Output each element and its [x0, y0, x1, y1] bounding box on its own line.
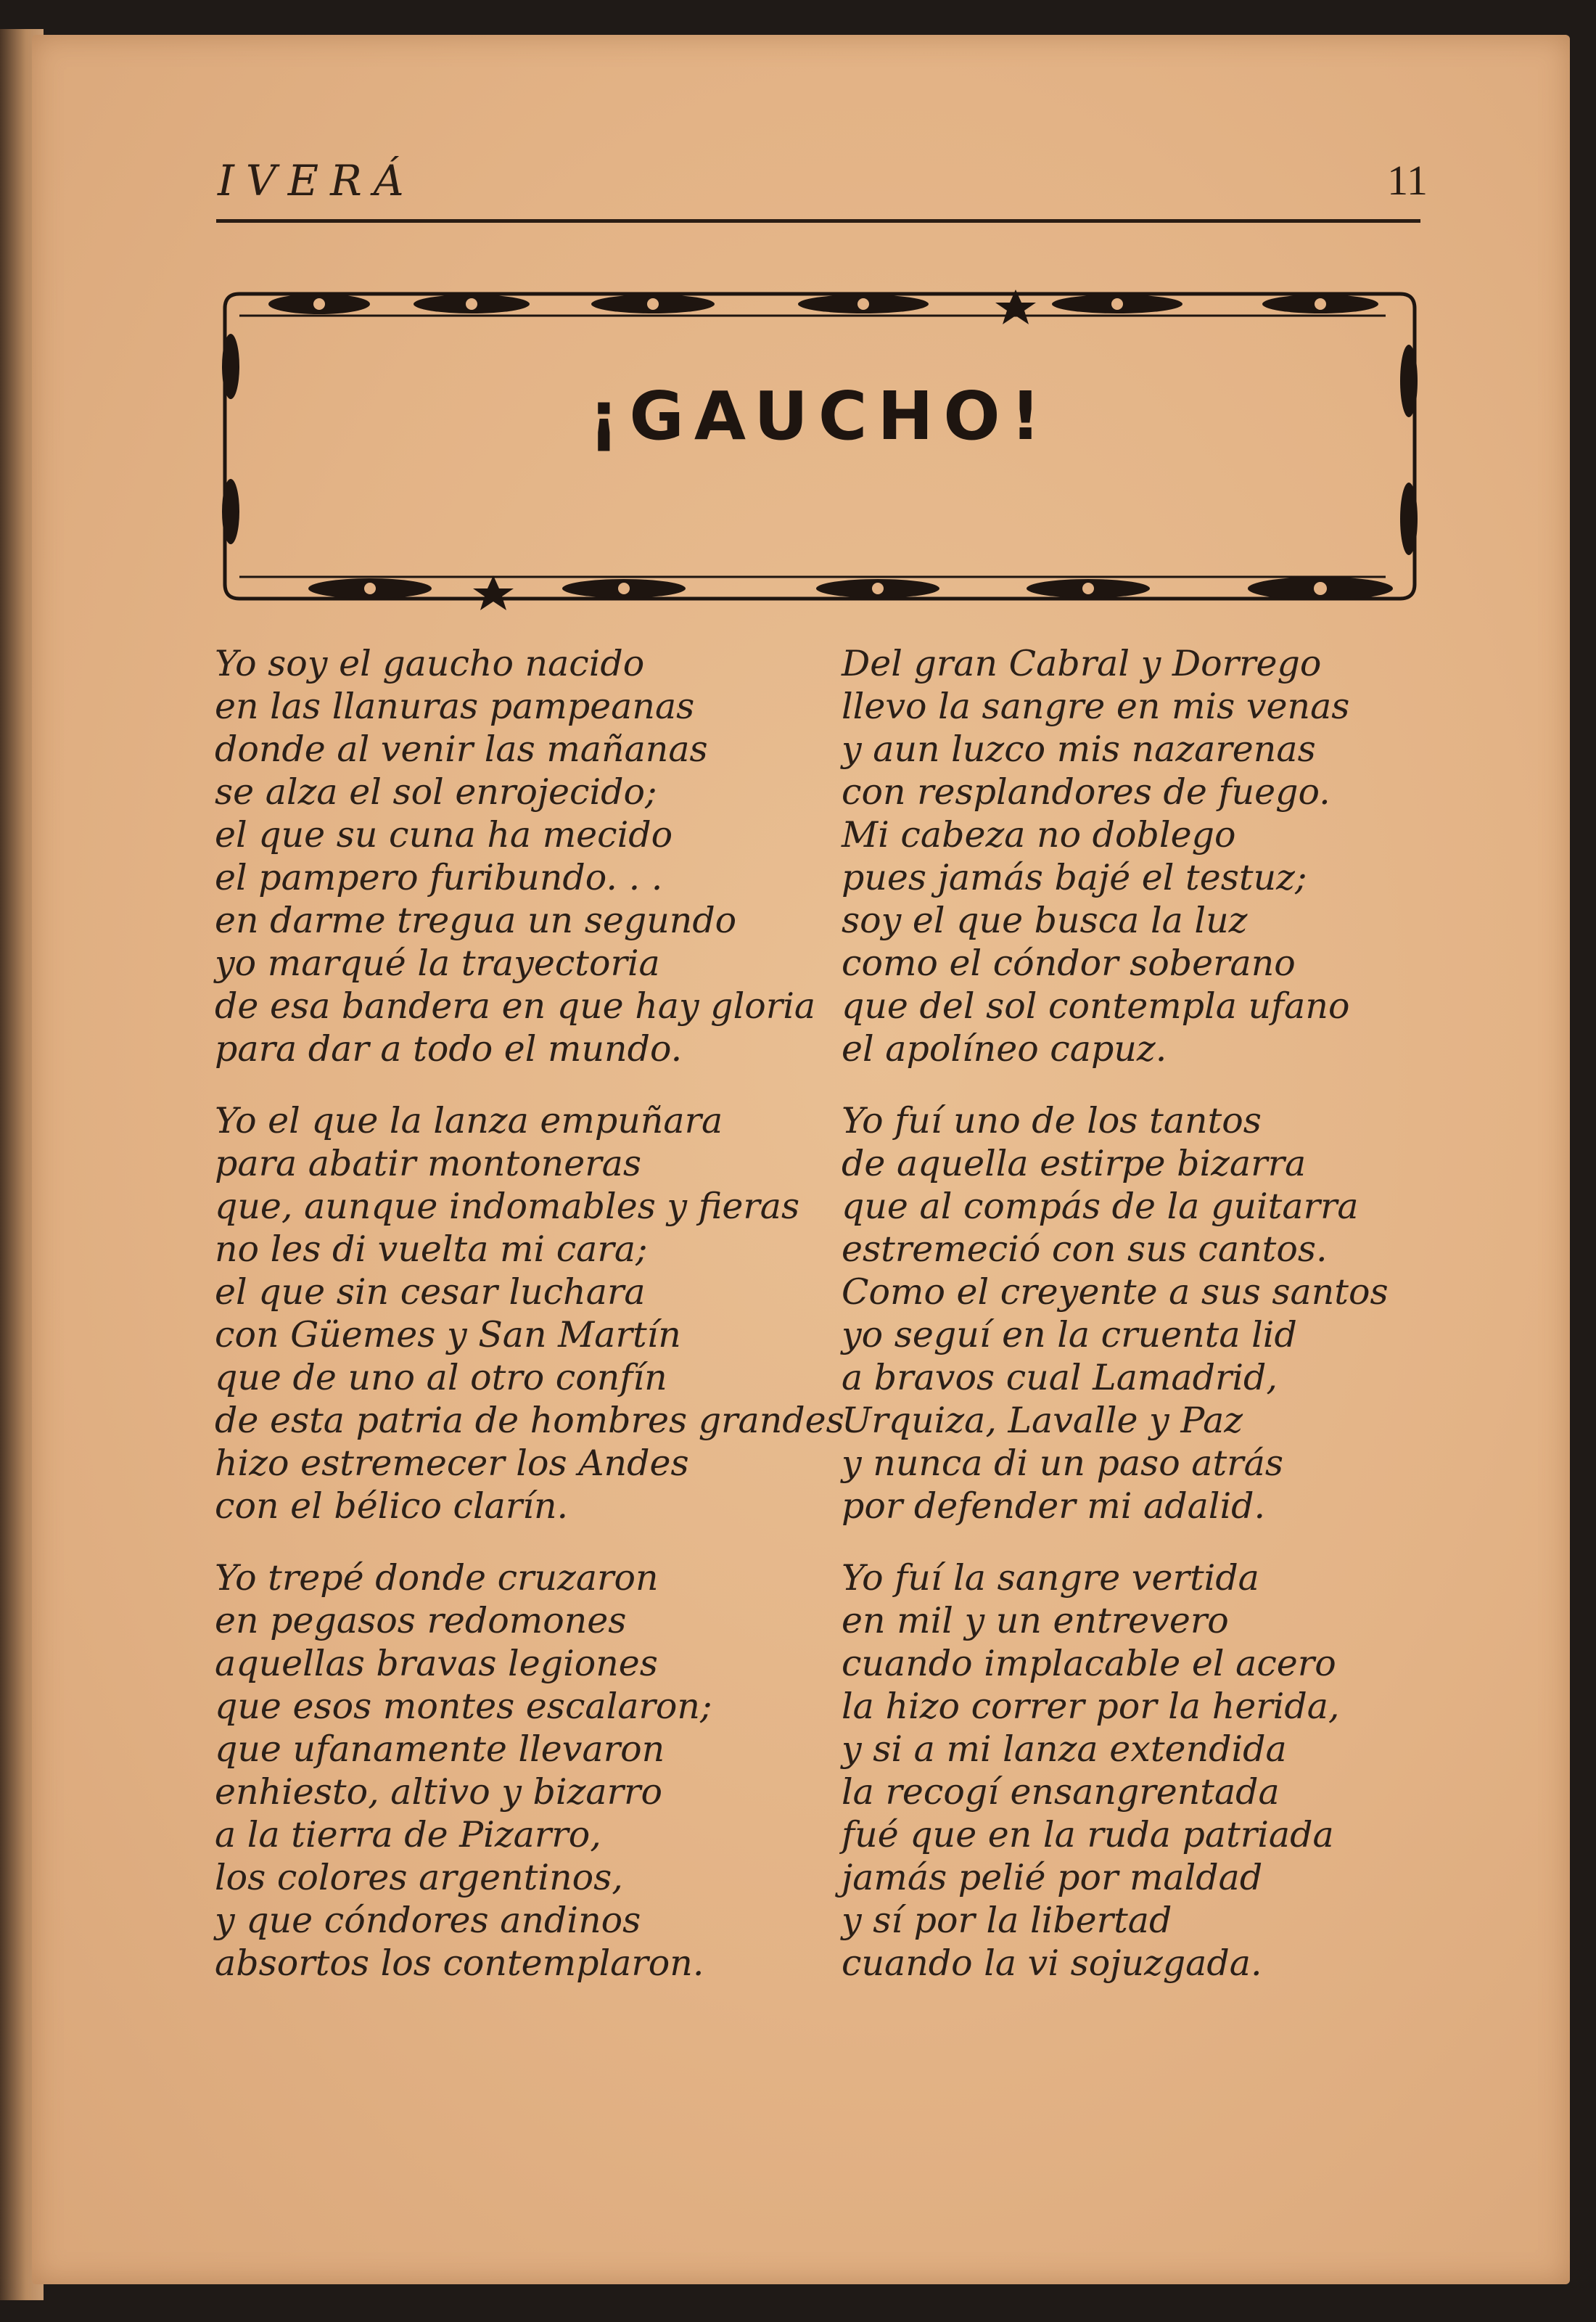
poem-title: ¡GAUCHO! [588, 377, 1051, 455]
verse-line: el apolíneo capuz. [842, 1028, 1167, 1070]
verse-line: con el bélico clarín. [215, 1485, 569, 1527]
verse-line: y aun luzco mis nazarenas [842, 729, 1316, 770]
verse-line: cuando la vi sojuzgada. [842, 1942, 1262, 1984]
verse-line: y sí por la libertad [842, 1900, 1172, 1941]
verse-line: en darme tregua un segundo [215, 900, 737, 941]
verse-line: Yo fuí uno de los tantos [842, 1100, 1262, 1141]
verse-line: de aquella estirpe bizarra [842, 1143, 1307, 1184]
header-rule [216, 219, 1420, 223]
verse-line: pues jamás bajé el testuz; [842, 857, 1307, 898]
verse-line: a bravos cual Lamadrid, [842, 1357, 1278, 1398]
verse-line: soy el que busca la luz [842, 900, 1248, 941]
verse-line: fué que en la ruda patriada [842, 1814, 1334, 1855]
verse-line: que del sol contempla ufano [842, 985, 1350, 1027]
stanza [215, 642, 839, 1070]
verse-line: Del gran Cabral y Dorrego [842, 643, 1322, 684]
verse-line: que esos montes escalaron; [215, 1686, 712, 1727]
verse-line: el que su cuna ha mecido [215, 814, 673, 856]
poem-column-right [842, 642, 1407, 2014]
verse-line: yo seguí en la cruenta lid [842, 1314, 1297, 1355]
verse-line: a la tierra de Pizarro, [215, 1814, 601, 1855]
verse-line: el pampero furibundo. . . [215, 857, 663, 898]
verse-line: el que sin cesar luchara [215, 1271, 646, 1313]
page-number: 11 [1387, 157, 1428, 204]
verse-line: en mil y un entrevero [842, 1600, 1229, 1641]
verse-line: donde al venir las mañanas [215, 729, 708, 770]
verse-line: estremeció con sus cantos. [842, 1228, 1328, 1270]
verse-line: enhiesto, altivo y bizarro [215, 1771, 662, 1813]
verse-line: yo marqué la trayectoria [215, 943, 660, 984]
verse-line: hizo estremecer los Andes [215, 1443, 689, 1484]
verse-line: para abatir montoneras [215, 1143, 641, 1184]
poem-column-left [215, 642, 844, 2014]
verse-line: en las llanuras pampeanas [215, 686, 695, 727]
verse-line: de esa bandera en que hay gloria [215, 985, 816, 1027]
verse-line: no les di vuelta mi cara; [215, 1228, 648, 1270]
stanza [842, 1556, 1407, 1985]
verse-line: jamás pelié por maldad [842, 1857, 1263, 1898]
verse-line: y si a mi lanza extendida [842, 1728, 1287, 1770]
stanza [842, 642, 1407, 1070]
verse-line: la hizo correr por la herida, [842, 1686, 1340, 1727]
verse-line: Como el creyente a sus santos [842, 1271, 1389, 1313]
verse-line: llevo la sangre en mis venas [842, 686, 1350, 727]
verse-line: Yo soy el gaucho nacido [215, 643, 645, 684]
verse-line: que de uno al otro confín [215, 1357, 667, 1398]
verse-line: y que cóndores andinos [215, 1900, 641, 1941]
verse-line: como el cóndor soberano [842, 943, 1296, 984]
verse-line: Mi cabeza no doblego [842, 814, 1236, 856]
verse-line: con Güemes y San Martín [215, 1314, 681, 1355]
verse-line: Yo fuí la sangre vertida [842, 1557, 1259, 1599]
verse-line: aquellas bravas legiones [215, 1643, 658, 1684]
verse-line: cuando implacable el acero [842, 1643, 1336, 1684]
verse-line: Yo trepé donde cruzaron [215, 1557, 659, 1599]
verse-line: que ufanamente llevaron [215, 1728, 665, 1770]
stanza [215, 1556, 839, 1985]
stanza [215, 1099, 844, 1527]
running-head: IVERÁ [218, 156, 416, 205]
verse-line: en pegasos redomones [215, 1600, 627, 1641]
verse-line: los colores argentinos, [215, 1857, 623, 1898]
verse-line: con resplandores de fuego. [842, 771, 1330, 813]
verse-line: Yo el que la lanza empuñara [215, 1100, 723, 1141]
verse-line: absortos los contemplaron. [215, 1942, 704, 1984]
verse-line: y nunca di un paso atrás [842, 1443, 1283, 1484]
verse-line: por defender mi adalid. [842, 1485, 1266, 1527]
verse-line: que al compás de la guitarra [842, 1186, 1359, 1227]
verse-line: la recogí ensangrentada [842, 1771, 1280, 1813]
stanza [842, 1099, 1407, 1527]
verse-line: se alza el sol enrojecido; [215, 771, 657, 813]
verse-line: de esta patria de hombres grandes [215, 1400, 844, 1441]
verse-line: que, aunque indomables y fieras [215, 1186, 800, 1227]
verse-line: Urquiza, Lavalle y Paz [842, 1400, 1243, 1441]
verse-line: para dar a todo el mundo. [215, 1028, 683, 1070]
